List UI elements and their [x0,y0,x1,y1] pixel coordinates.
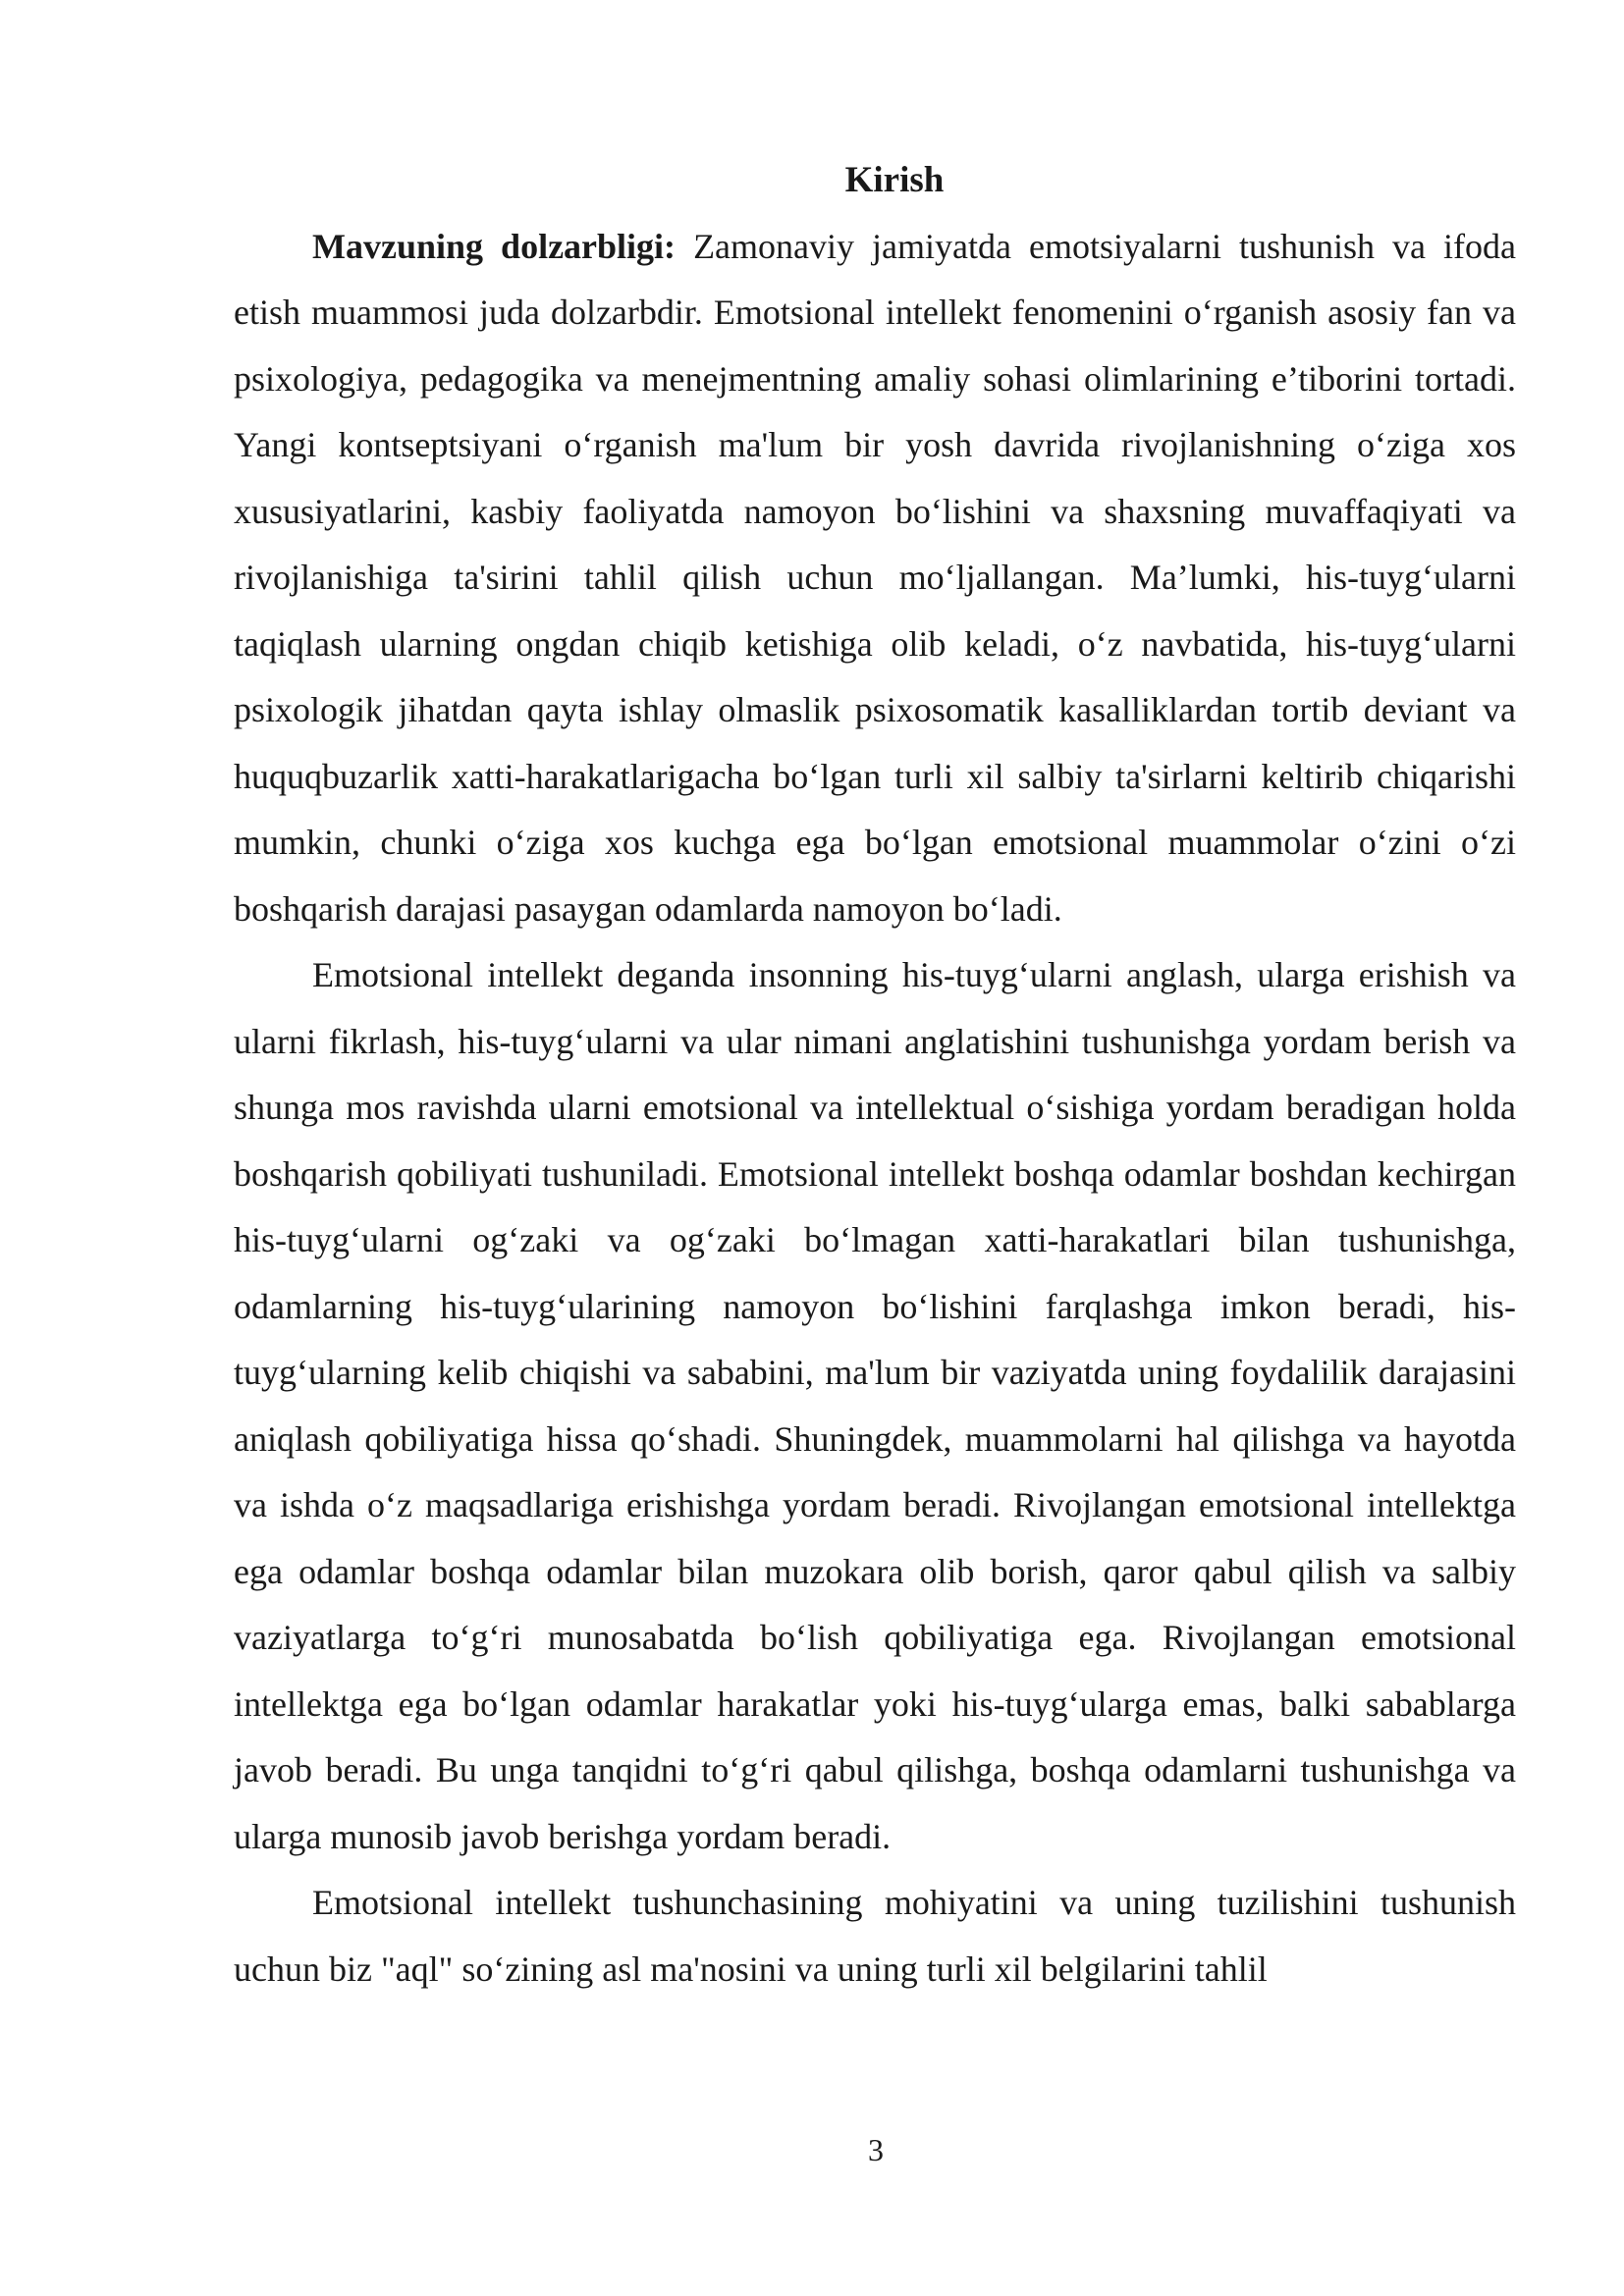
page-number: 3 [868,2132,884,2167]
paragraph-concept: Emotsional intellekt tushunchasining mohiyatini va uning tuzilishini tushunish uchun biz "aql" soʻzining asl ma'nosini va uning turli xil belgilarini tahlil [234,1883,1516,1989]
paragraph-lead: Mavzuning dolzarbligi: [312,226,677,266]
document-body [234,147,1516,2002]
paragraph-text: Zamonaviy jamiyatda emotsiyalarni tushunish va ifoda etish muammosi juda dolzarbdir. Emotsional intellekt fenomenini oʻrganish asosiy fan va psixologiya, pedagogika va menejmentning amaliy sohasi olimlarining e’tiborini tortadi. Yangi kontseptsiyani oʻrganish ma'lum bir yosh davrida rivojlanishning oʻziga xos xususiyatlarini, kasbiy faoliyatda namoyon boʻlishini va shaxsning muvaffaqiyati va rivojlanishiga ta'sirini tahlil qilish uchun moʻljallangan. Ma’lumki, his-tuygʻularni taqiqlash ularning ongdan chiqib ketishiga olib keladi, oʻz navbatida, his-tuygʻularni psixologik jihatdan qayta ishlay olmaslik psixosomatik kasalliklardan tortib deviant va huquqbuzarlik xatti-harakatlarigacha boʻlgan turli xil salbiy ta'sirlarni keltirib chiqarishi mumkin, chunki oʻziga xos kuchga ega boʻlgan emotsional muammolar oʻzini oʻzi boshqarish darajasi pasaygan odamlarda namoyon boʻladi. [234,226,1516,929]
paragraph-relevance [234,214,1516,943]
paragraph-definition: Emotsional intellekt deganda insonning his-tuygʻularni anglash, ularga erishish va ularni fikrlash, his-tuygʻularni va ular nimani anglatishini tushunishga yordam berish va shunga mos ravishda ularni emotsional va intellektual oʻsishiga yordam beradigan holda boshqarish qobiliyati tushuniladi. Emotsional intellekt boshqa odamlar boshdan kechirgan his-tuygʻularni ogʻzaki va ogʻzaki boʻlmagan xatti-harakatlari bilan tushunishga, odamlarning his-tuygʻularining namoyon boʻlishini farqlashga imkon beradi, his-tuygʻularning kelib chiqishi va sababini, ma'lum bir vaziyatda uning foydalilik darajasini aniqlash qobiliyatiga hissa qoʻshadi. Shuningdek, muammolarni hal qilishga va hayotda va ishda oʻz maqsadlariga erishishga yordam beradi. Rivojlangan emotsional intellektga ega odamlar boshqa odamlar bilan muzokara olib borish, qaror qabul qilish va salbiy vaziyatlarga toʻgʻri munosabatda boʻlish qobiliyatiga ega. Rivojlangan emotsional intellektga ega boʻlgan odamlar harakatlar yoki his-tuygʻularga emas, balki sabablarga javob beradi. Bu unga tanqidni toʻgʻri qabul qilishga, boshqa odamlarni tushunishga va ularga munosib javob berishga yordam beradi. [234,955,1516,1856]
section-title: Kirish [844,160,945,200]
